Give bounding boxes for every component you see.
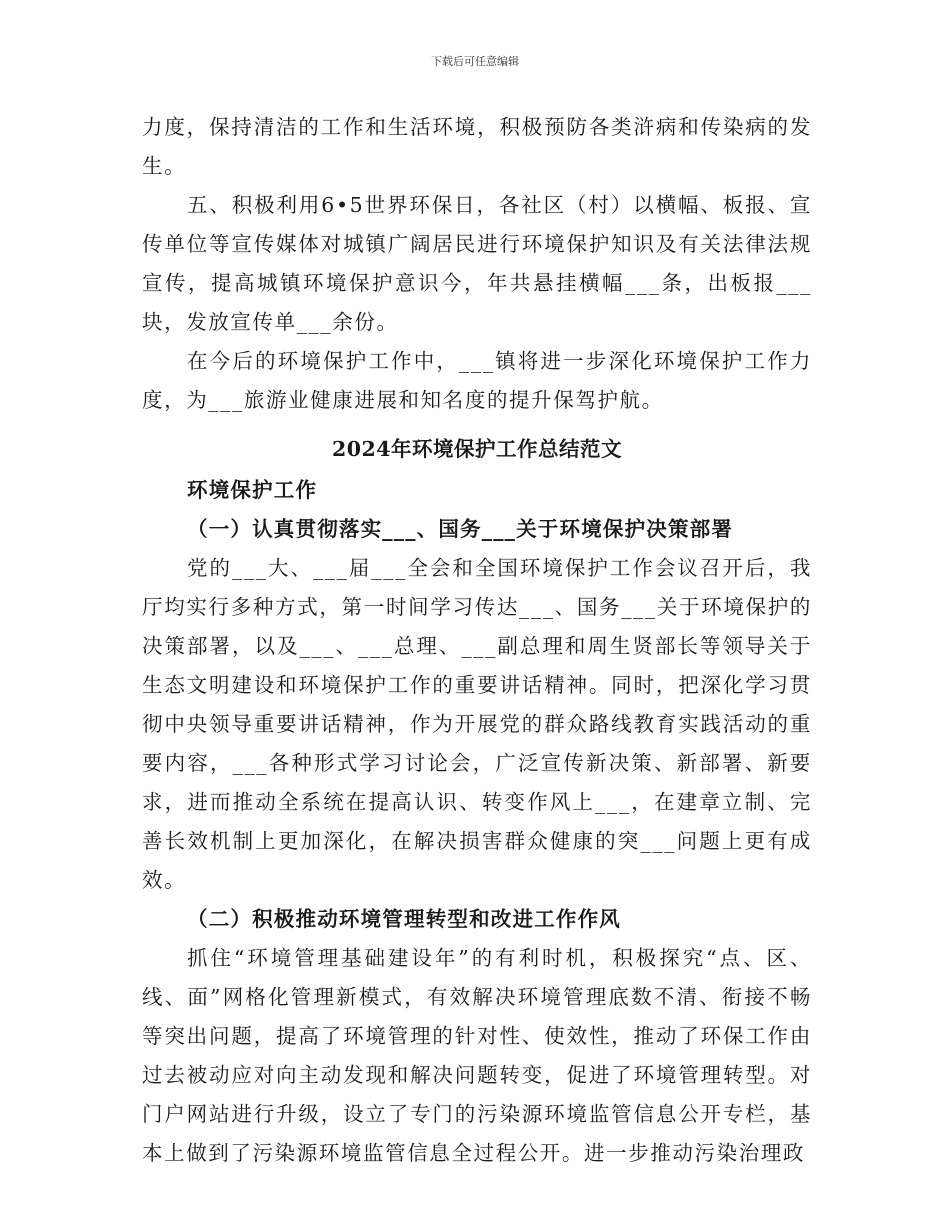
document-body xyxy=(142,108,812,1173)
page-header: 下载后可任意编辑 xyxy=(431,55,519,68)
paragraph-section-2: 抓住“环境管理基础建设年”的有利时机，积极探究“点、区、线、面”网格化管理新模式，有效解决环境管理底数不清、衔接不畅等突出问题，提高了环境管理的针对性、使效性，推动了环保工作由过去被动应对向主动发现和解决问题转变，促进了环境管理转型。对门户网站进行升级，设立了专门的污染源环境监管信息公开专栏，基本上做到了污染源环境监管信息全过程公开。进一步推动污染治理政 xyxy=(142,946,812,1165)
paragraph-section-1: 党的___大、___届___全会和全国环境保护工作会议召开后，我厅均实行多种方式，第一时间学习传达___、国务___关于环境保护的决策部署，以及___、___总理、___副总理和周生贤部长等领导关于生态文明建设和环境保护工作的重要讲话精神。同时，把深化学习贯彻中央领导重要讲话精神，作为开展党的群众路线教育实践活动的重要内容，___各种形式学习讨论会，广泛宣传新决策、新部署、新要求，进而推动全系统在提高认识、转变作风上___，在建章立制、完善长效机制上更加深化，在解决损害群众健康的突___问题上更有成效。 xyxy=(142,556,812,892)
paragraph-item-five: 五、积极利用6•5世界环保日，各社区（村）以横幅、板报、宣传单位等宣传媒体对城镇广阔居民进行环境保护知识及有关法律法规宣传，提高城镇环境保护意识今，年共悬挂横幅___条，出板报___块，发放宣传单___余份。 xyxy=(142,193,812,334)
paragraph-conclusion: 在今后的环境保护工作中，___镇将进一步深化环境保护工作力度，为___旅游业健康进展和知名度的提升保驾护航。 xyxy=(142,349,812,412)
subsection-heading-1: （一）认真贯彻落实___、国务___关于环境保护决策部署 xyxy=(187,517,734,541)
subsection-heading-2: （二）积极推动环境管理转型和改进工作作风 xyxy=(187,907,621,931)
document-title: 2024年环境保护工作总结范文 xyxy=(331,437,623,461)
paragraph-continued: 力度，保持清洁的工作和生活环境，积极预防各类浒病和传染病的发生。 xyxy=(142,115,812,178)
section-heading: 环境保护工作 xyxy=(187,478,318,502)
